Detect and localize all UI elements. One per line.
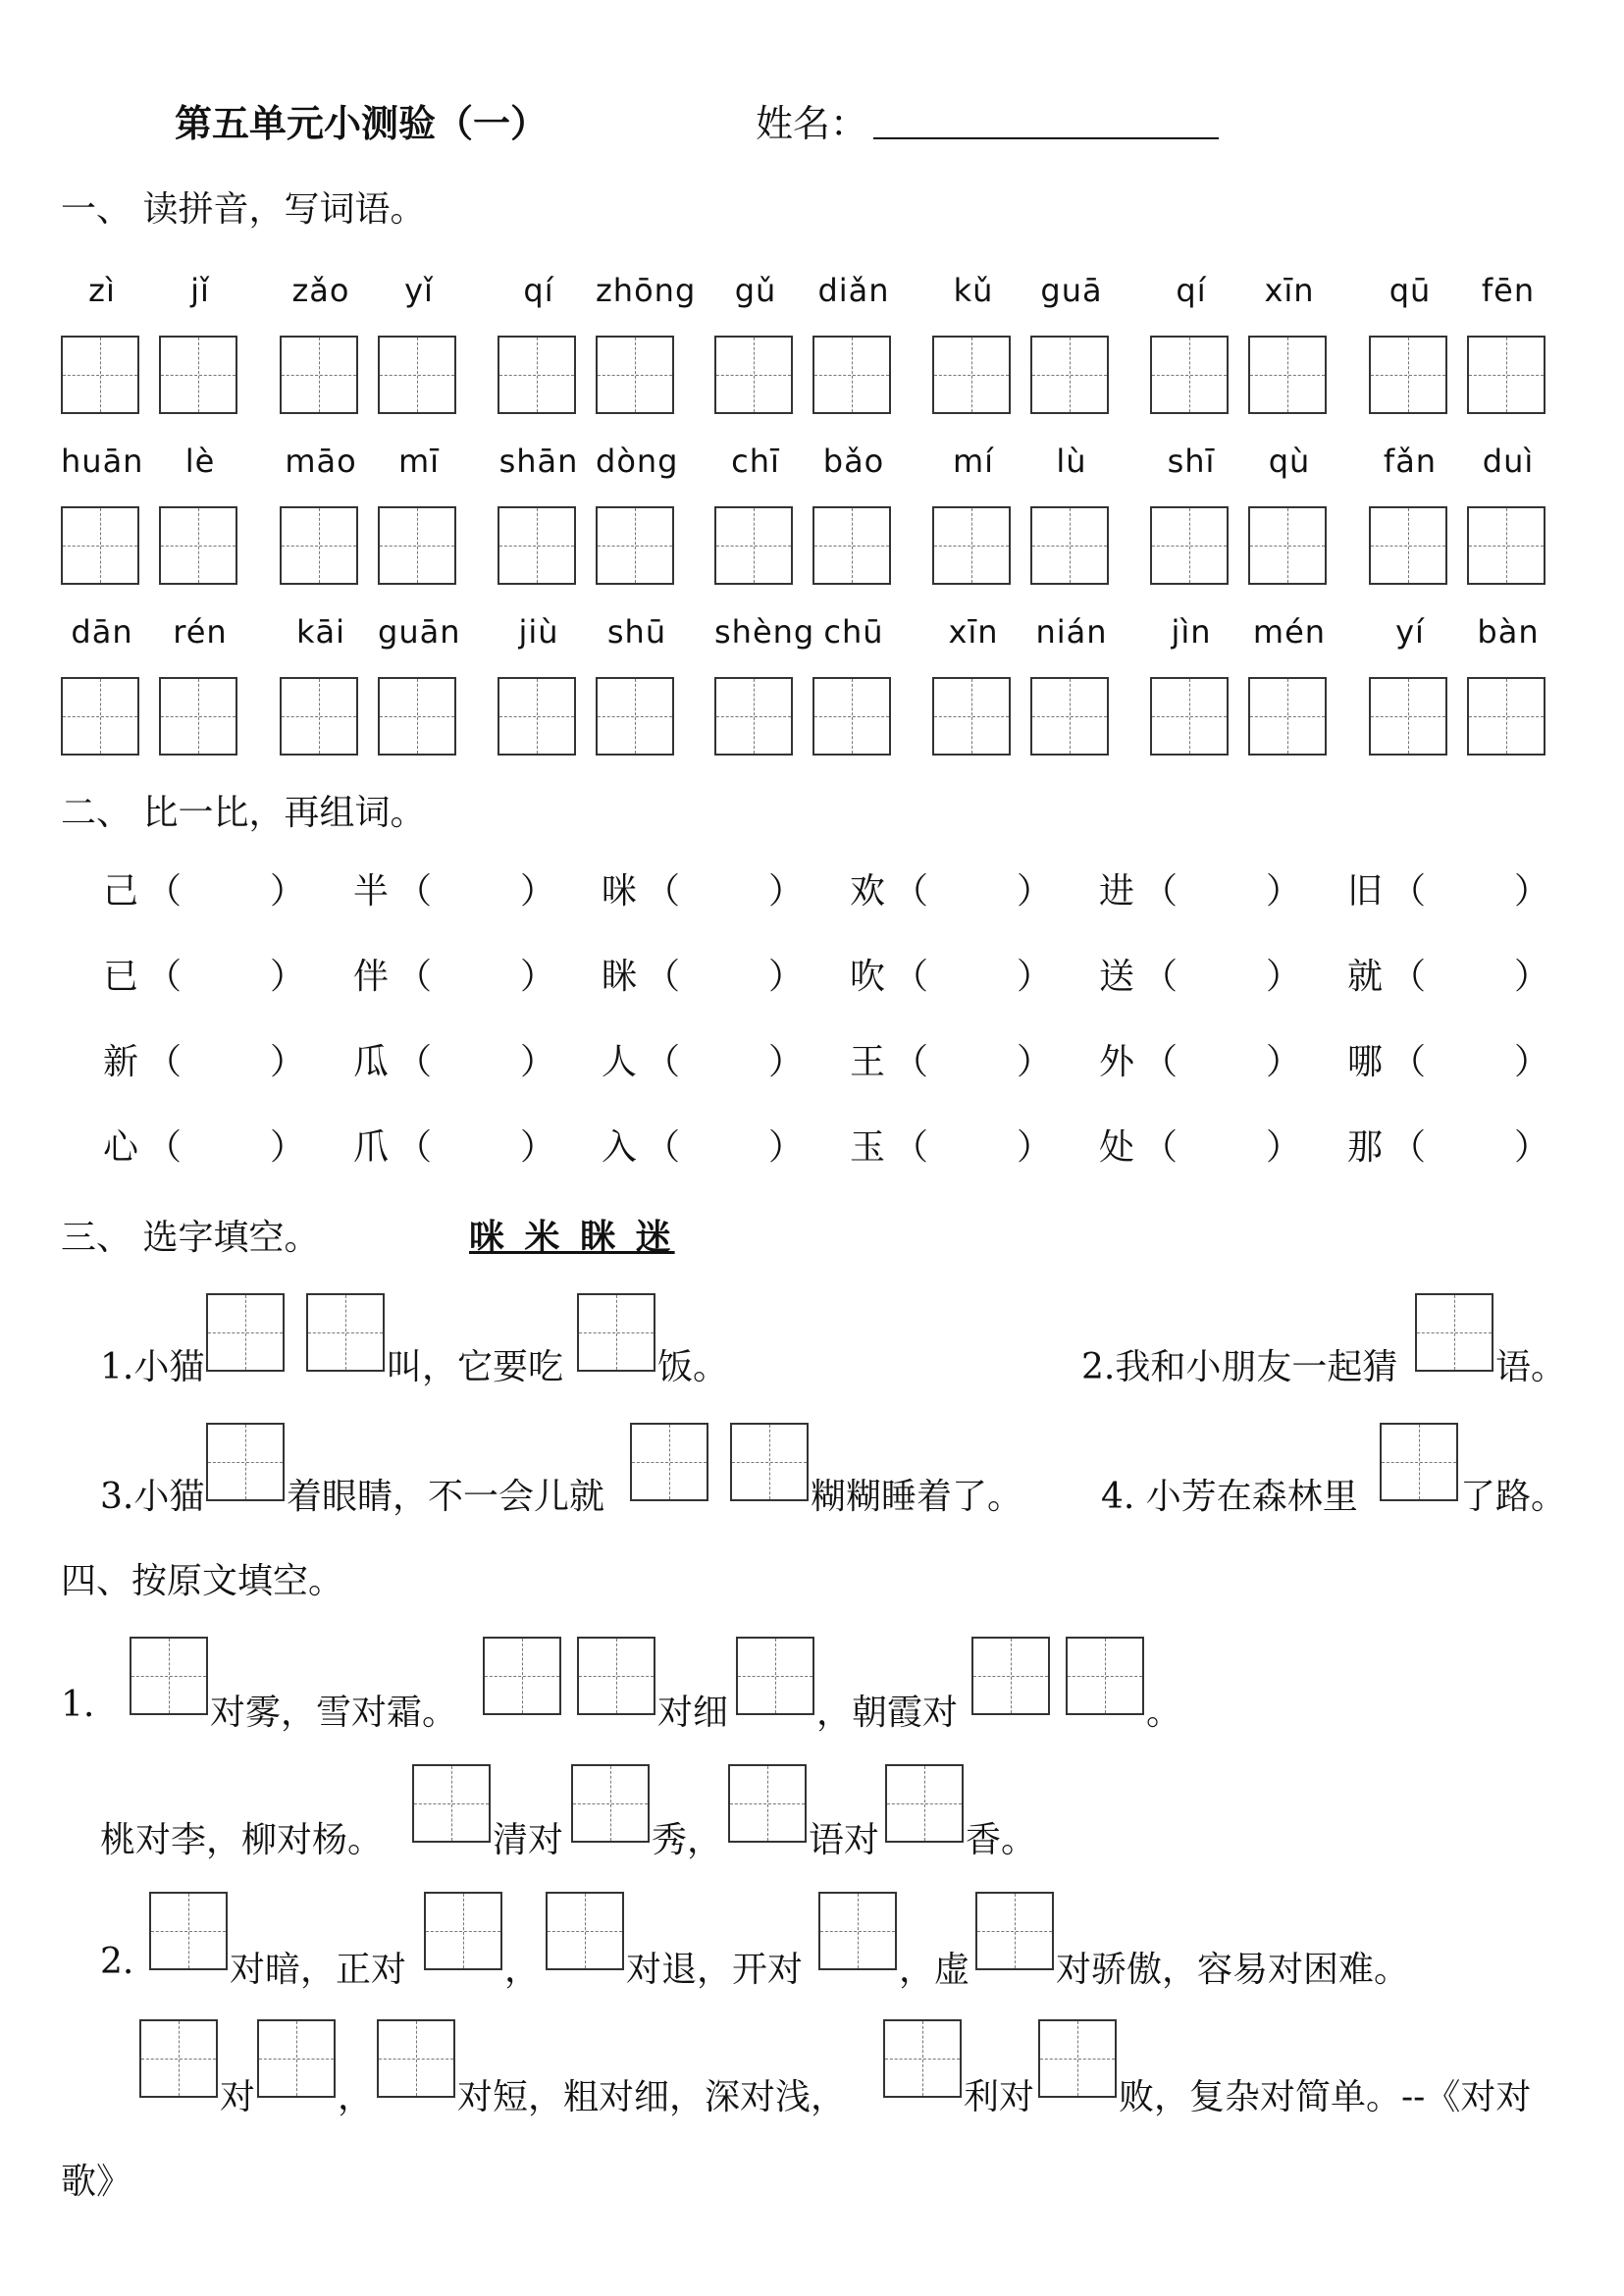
l1-num: 1. [61,1685,95,1725]
answer-paren-open[interactable]: （ [645,1127,681,1168]
answer-paren-open[interactable]: （ [893,1042,929,1082]
answer-paren-open[interactable]: （ [146,871,183,912]
answer-paren-close: ） [1017,1127,1053,1168]
q3-text-c: 糊糊睡着了。 [811,1477,1023,1517]
answer-paren-open[interactable]: （ [1142,871,1179,912]
writing-grid-box[interactable] [932,677,1011,756]
pinyin-label: shū [606,613,667,651]
writing-grid-box[interactable] [1248,506,1327,585]
pinyin-label: kāi [295,613,346,651]
section2-heading: 二、 比一比，再组词。 [61,793,426,833]
writing-grid-box[interactable] [714,677,793,756]
section3-heading: 三、 选字填空。 [61,1218,320,1258]
l4-text-d: 利对 [964,2077,1035,2117]
writing-grid-box[interactable] [280,677,358,756]
answer-paren-open[interactable]: （ [396,1042,433,1082]
answer-paren-open[interactable]: （ [1390,1042,1427,1082]
answer-box[interactable] [206,1423,285,1501]
compare-char: 己 [103,871,139,912]
answer-paren-open[interactable]: （ [1390,1127,1427,1168]
answer-box[interactable] [139,2019,218,2098]
answer-box[interactable] [730,1423,809,1501]
l2-text-a: 桃对李，柳对杨。 [100,1820,384,1860]
answer-paren-close: ） [270,957,306,997]
writing-grid-box[interactable] [280,336,358,414]
writing-grid-box[interactable] [932,506,1011,585]
compare-char: 新 [103,1042,139,1082]
compare-char: 爪 [353,1127,390,1168]
writing-grid-box[interactable] [1369,506,1447,585]
pinyin-label: nián [1035,613,1108,651]
writing-grid-box[interactable] [596,336,674,414]
pinyin-label: huān [61,443,144,480]
compare-char: 旧 [1347,871,1384,912]
answer-paren-open[interactable]: （ [1390,957,1427,997]
answer-paren-close: ） [1514,957,1550,997]
pinyin-label: xīn [1264,272,1315,309]
compare-row [0,863,1624,918]
word-bank: 咪 米 眯 迷 [469,1217,675,1258]
answer-paren-open[interactable]: （ [893,1127,929,1168]
answer-paren-close: ） [768,1127,805,1168]
writing-grid-box[interactable] [378,677,456,756]
compare-char: 半 [353,871,390,912]
writing-grid-box[interactable] [61,336,139,414]
writing-grid-box[interactable] [159,336,237,414]
compare-char: 已 [103,957,139,997]
q1-text-c: 饭。 [657,1347,729,1387]
pinyin-label: qí [1176,272,1207,309]
answer-box[interactable] [818,1892,897,1970]
answer-paren-close: ） [520,871,556,912]
writing-grid-box[interactable] [498,506,576,585]
answer-paren-close: ） [1017,1042,1053,1082]
pinyin-label: duì [1482,443,1535,480]
section4-heading: 四、按原文填空。 [61,1561,344,1601]
l3-num: 2. [100,1942,134,1982]
answer-paren-close: ） [520,1127,556,1168]
pinyin-label: chī [731,443,780,480]
pinyin-label: chū [823,613,884,651]
name-label: 姓名： [756,102,868,145]
pinyin-label: zǎo [291,272,350,309]
l3-text-e: 对骄傲，容易对困难。 [1056,1950,1410,1990]
pinyin-label: shèng [714,613,815,651]
answer-box[interactable] [975,1892,1054,1970]
answer-paren-open[interactable]: （ [645,1042,681,1082]
writing-grid-box[interactable] [1248,677,1327,756]
answer-box[interactable] [736,1637,814,1715]
answer-paren-close: ） [270,871,306,912]
l3-text-d: ，虚 [899,1950,970,1990]
answer-paren-open[interactable]: （ [1142,957,1179,997]
pinyin-label: guān [378,613,461,651]
writing-grid-box[interactable] [61,506,139,585]
compare-char: 眯 [602,957,638,997]
compare-char: 吹 [850,957,886,997]
name-input-line[interactable] [873,98,1219,139]
pinyin-label: guā [1040,272,1103,309]
l2-text-e: 香。 [966,1820,1037,1860]
writing-grid-box[interactable] [1467,506,1545,585]
writing-grid-box[interactable] [596,677,674,756]
answer-box[interactable] [1066,1637,1144,1715]
answer-paren-close: ） [520,957,556,997]
writing-grid-box[interactable] [812,336,891,414]
writing-grid-box[interactable] [1030,506,1109,585]
pinyin-label: zì [88,272,116,309]
answer-paren-close: ） [1017,871,1053,912]
pinyin-label: jìn [1171,613,1212,651]
compare-char: 哪 [1347,1042,1384,1082]
answer-paren-open[interactable]: （ [1142,1127,1179,1168]
writing-grid-box[interactable] [61,677,139,756]
q2-text-b: 语。 [1495,1347,1567,1387]
answer-box[interactable] [257,2019,336,2098]
answer-paren-open[interactable]: （ [1390,871,1427,912]
l1-text-a: 对雾，雪对霜。 [210,1693,458,1733]
pinyin-label: mén [1252,613,1327,651]
answer-box[interactable] [130,1637,208,1715]
answer-paren-open[interactable]: （ [893,957,929,997]
answer-box[interactable] [412,1764,491,1843]
section1-heading: 一、 读拼音，写词语。 [61,189,426,230]
answer-box[interactable] [149,1892,228,1970]
l1-text-b: 对细 [657,1693,729,1733]
pinyin-label: dòng [596,443,679,480]
writing-grid-box[interactable] [1369,336,1447,414]
answer-paren-close: ） [270,1127,306,1168]
compare-row [0,949,1624,1004]
l4-text-b: ， [338,2077,374,2117]
answer-paren-close: ） [768,871,805,912]
pinyin-label: mí [952,443,995,480]
compare-char: 入 [602,1127,638,1168]
q3-text-a: 3.小猫 [100,1477,205,1517]
answer-box[interactable] [1380,1423,1458,1501]
compare-char: 玉 [850,1127,886,1168]
pinyin-label: shī [1167,443,1216,480]
pinyin-label: lù [1056,443,1087,480]
pinyin-label: jiù [518,613,559,651]
answer-box[interactable] [1038,2019,1117,2098]
answer-paren-open[interactable]: （ [645,871,681,912]
answer-box[interactable] [971,1637,1050,1715]
compare-char: 人 [602,1042,638,1082]
answer-paren-open[interactable]: （ [146,1127,183,1168]
pinyin-label: fǎn [1383,443,1438,480]
l2-text-d: 语对 [809,1820,880,1860]
pinyin-label: mī [397,443,441,480]
answer-paren-close: ） [1266,871,1302,912]
pinyin-label: lè [184,443,216,480]
pinyin-label: bǎo [822,443,885,480]
answer-box[interactable] [630,1423,708,1501]
pinyin-label: gǔ [734,272,777,309]
answer-paren-close: ） [1266,957,1302,997]
pinyin-label: zhōng [596,272,697,309]
compare-row [0,1120,1624,1174]
pinyin-label: fēn [1481,272,1536,309]
l5-text: 歌》 [61,2162,132,2202]
answer-paren-close: ） [768,1042,805,1082]
pinyin-label: rén [173,613,228,651]
writing-grid-box[interactable] [812,506,891,585]
l4-text-c: 对短，粗对细，深对浅， [457,2077,847,2117]
l4-text-a: 对 [220,2077,256,2117]
answer-paren-close: ） [1266,1042,1302,1082]
answer-paren-close: ） [270,1042,306,1082]
writing-grid-box[interactable] [498,677,576,756]
q2-text-a: 2.我和小朋友一起猜 [1081,1347,1398,1387]
writing-grid-box[interactable] [812,677,891,756]
pinyin-label: xīn [948,613,999,651]
answer-paren-open[interactable]: （ [396,1127,433,1168]
compare-char: 欢 [850,871,886,912]
compare-char: 进 [1099,871,1135,912]
l3-text-b: ， [504,1950,541,1990]
page-title: 第五单元小测验（一） [175,101,549,145]
pinyin-label: yǐ [404,272,434,309]
answer-paren-close: ） [1514,1042,1550,1082]
compare-char: 王 [850,1042,886,1082]
writing-grid-box[interactable] [1369,677,1447,756]
pinyin-label: qù [1268,443,1311,480]
l2-text-b: 清对 [493,1820,564,1860]
q4-text-a: 4. 小芳在森林里 [1101,1477,1358,1517]
pinyin-label: māo [285,443,357,480]
compare-char: 瓜 [353,1042,390,1082]
writing-grid-box[interactable] [1030,336,1109,414]
answer-paren-open[interactable]: （ [146,957,183,997]
answer-paren-open[interactable]: （ [146,1042,183,1082]
writing-grid-box[interactable] [714,506,793,585]
writing-grid-box[interactable] [596,506,674,585]
compare-char: 送 [1099,957,1135,997]
writing-grid-box[interactable] [1150,677,1229,756]
q1-text-b: 叫，它要吃 [387,1347,564,1387]
compare-char: 外 [1099,1042,1135,1082]
l1-text-c: ，朝霞对 [816,1693,959,1733]
compare-char: 处 [1099,1127,1135,1168]
compare-char: 伴 [353,957,390,997]
answer-paren-close: ） [1514,871,1550,912]
answer-box[interactable] [546,1892,624,1970]
pinyin-label: yí [1395,613,1425,651]
writing-grid-box[interactable] [1248,336,1327,414]
pinyin-label: kǔ [953,272,994,309]
pinyin-label: diǎn [817,272,890,309]
answer-box[interactable] [483,1637,561,1715]
writing-grid-box[interactable] [280,506,358,585]
answer-paren-open[interactable]: （ [893,871,929,912]
answer-paren-open[interactable]: （ [1142,1042,1179,1082]
answer-box[interactable] [577,1293,655,1372]
pinyin-label: qū [1388,272,1432,309]
pinyin-label: shān [498,443,579,480]
writing-grid-box[interactable] [159,506,237,585]
writing-grid-box[interactable] [1150,336,1229,414]
writing-grid-box[interactable] [1150,506,1229,585]
answer-box[interactable] [306,1293,385,1372]
answer-box[interactable] [728,1764,807,1843]
compare-char: 那 [1347,1127,1384,1168]
answer-box[interactable] [206,1293,285,1372]
answer-paren-open[interactable]: （ [396,871,433,912]
pinyin-label: bàn [1477,613,1540,651]
writing-grid-box[interactable] [1030,677,1109,756]
pinyin-label: dān [71,613,133,651]
compare-row [0,1034,1624,1089]
answer-box[interactable] [424,1892,502,1970]
answer-box[interactable] [883,2019,962,2098]
writing-grid-box[interactable] [159,677,237,756]
writing-grid-box[interactable] [1467,336,1545,414]
writing-grid-box[interactable] [1467,677,1545,756]
compare-char: 就 [1347,957,1384,997]
l4-text-e: 败，复杂对简单。--《对对 [1119,2077,1532,2117]
writing-grid-box[interactable] [378,506,456,585]
answer-paren-close: ） [768,957,805,997]
q4-text-b: 了路。 [1460,1477,1567,1517]
answer-box[interactable] [1415,1293,1493,1372]
answer-paren-close: ） [520,1042,556,1082]
answer-box[interactable] [577,1637,655,1715]
answer-paren-close: ） [1266,1127,1302,1168]
answer-box[interactable] [377,2019,455,2098]
answer-box[interactable] [885,1764,964,1843]
pinyin-label: qí [523,272,554,309]
answer-paren-open[interactable]: （ [396,957,433,997]
answer-box[interactable] [571,1764,650,1843]
l2-text-c: 秀， [652,1820,723,1860]
writing-grid-box[interactable] [378,336,456,414]
l3-text-a: 对暗，正对 [230,1950,407,1990]
writing-grid-box[interactable] [932,336,1011,414]
compare-char: 咪 [602,871,638,912]
q1-text-a: 1.小猫 [100,1347,205,1387]
pinyin-label: jǐ [190,272,210,309]
compare-char: 心 [103,1127,139,1168]
answer-paren-open[interactable]: （ [645,957,681,997]
writing-grid-box[interactable] [714,336,793,414]
writing-grid-box[interactable] [498,336,576,414]
answer-paren-close: ） [1017,957,1053,997]
q3-text-b: 着眼睛，不一会儿就 [287,1477,605,1517]
answer-paren-close: ） [1514,1127,1550,1168]
l3-text-c: 对退，开对 [626,1950,804,1990]
l1-text-d: 。 [1146,1693,1182,1733]
